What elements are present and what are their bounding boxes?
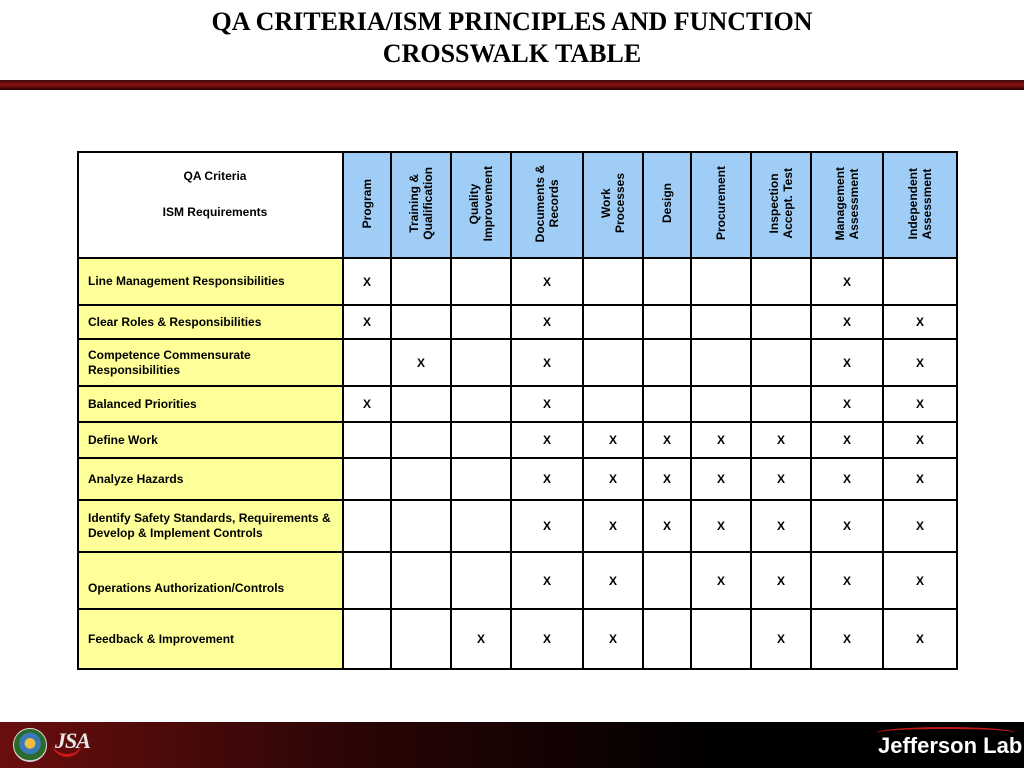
title-line-2: CROSSWALK TABLE (382, 39, 642, 68)
matrix-cell: X (643, 500, 691, 552)
matrix-cell: X (691, 422, 751, 458)
matrix-cell (451, 458, 511, 500)
column-header-label: Work Processes (599, 173, 627, 234)
matrix-cell: X (751, 422, 811, 458)
matrix-cell: X (811, 500, 883, 552)
matrix-cell: X (751, 609, 811, 669)
column-header-label: Independent Assessment (906, 167, 934, 240)
matrix-cell: X (691, 552, 751, 609)
column-header-label: Program (360, 178, 374, 229)
matrix-cell: X (883, 422, 957, 458)
qa-criteria-label: QA Criteria (183, 169, 247, 183)
matrix-cell (883, 258, 957, 305)
matrix-cell: X (883, 609, 957, 669)
matrix-cell (643, 258, 691, 305)
matrix-cell: X (343, 258, 391, 305)
matrix-cell (691, 339, 751, 386)
matrix-cell (691, 305, 751, 339)
table-row (78, 552, 957, 609)
matrix-cell (391, 552, 451, 609)
matrix-cell (391, 386, 451, 422)
column-header-label: Procurement (714, 166, 728, 241)
crosswalk-table (77, 151, 958, 670)
matrix-cell: X (451, 609, 511, 669)
table-row (78, 386, 957, 422)
column-header-label: Design (660, 183, 674, 224)
matrix-cell (343, 422, 391, 458)
column-header (511, 152, 583, 258)
matrix-cell (451, 305, 511, 339)
matrix-cell (751, 258, 811, 305)
row-label: Line Management Responsibilities (78, 258, 343, 305)
matrix-cell (343, 339, 391, 386)
row-label: Balanced Priorities (78, 386, 343, 422)
column-header-label: Management Assessment (833, 166, 861, 241)
title-divider (0, 80, 1024, 90)
matrix-cell (343, 500, 391, 552)
row-label: Competence Commensurate Responsibilities (78, 339, 343, 386)
matrix-cell (583, 339, 643, 386)
corner-cell (78, 152, 343, 258)
matrix-cell (451, 500, 511, 552)
matrix-cell: X (511, 339, 583, 386)
matrix-cell: X (883, 458, 957, 500)
matrix-cell (583, 305, 643, 339)
matrix-cell: X (811, 386, 883, 422)
table-row (78, 339, 957, 386)
row-label: Clear Roles & Responsibilities (78, 305, 343, 339)
column-header (643, 152, 691, 258)
matrix-cell: X (883, 500, 957, 552)
matrix-cell (343, 552, 391, 609)
row-label: Feedback & Improvement (78, 609, 343, 669)
matrix-cell: X (751, 500, 811, 552)
matrix-cell (343, 609, 391, 669)
matrix-cell (451, 258, 511, 305)
table-row (78, 458, 957, 500)
column-header (451, 152, 511, 258)
matrix-cell (643, 339, 691, 386)
matrix-cell (451, 422, 511, 458)
matrix-cell: X (811, 552, 883, 609)
column-header-label: Training & Qualification (407, 167, 435, 240)
matrix-cell (391, 305, 451, 339)
matrix-cell (391, 422, 451, 458)
matrix-cell (391, 500, 451, 552)
table-row (78, 305, 957, 339)
column-header (583, 152, 643, 258)
matrix-cell (583, 258, 643, 305)
footer-bar (0, 722, 1024, 768)
matrix-cell: X (511, 386, 583, 422)
matrix-cell: X (883, 339, 957, 386)
matrix-cell: X (583, 500, 643, 552)
matrix-cell (643, 386, 691, 422)
matrix-cell (643, 305, 691, 339)
doe-seal-icon (13, 728, 47, 762)
matrix-cell: X (583, 422, 643, 458)
matrix-cell: X (811, 258, 883, 305)
matrix-cell: X (811, 458, 883, 500)
header-row (78, 152, 957, 258)
matrix-cell (391, 609, 451, 669)
matrix-cell: X (511, 458, 583, 500)
row-label: Identify Safety Standards, Requirements & Develop & Implement Controls (78, 500, 343, 552)
table-row (78, 609, 957, 669)
matrix-cell: X (583, 458, 643, 500)
matrix-cell: X (583, 609, 643, 669)
matrix-cell: X (751, 552, 811, 609)
matrix-cell: X (511, 422, 583, 458)
matrix-cell (691, 386, 751, 422)
matrix-cell (451, 552, 511, 609)
matrix-cell: X (883, 305, 957, 339)
matrix-cell: X (343, 386, 391, 422)
column-header-label: Documents & Records (533, 164, 561, 243)
matrix-cell (643, 609, 691, 669)
matrix-cell (343, 458, 391, 500)
column-header (883, 152, 957, 258)
column-header (391, 152, 451, 258)
column-header (811, 152, 883, 258)
jsa-logo: JSA (55, 728, 90, 753)
matrix-cell: X (391, 339, 451, 386)
matrix-cell: X (511, 552, 583, 609)
matrix-cell: X (751, 458, 811, 500)
row-label: Analyze Hazards (78, 458, 343, 500)
matrix-cell: X (811, 305, 883, 339)
row-label: Define Work (78, 422, 343, 458)
slide-title (0, 6, 1024, 70)
matrix-cell: X (883, 552, 957, 609)
column-header-label: Quality Improvement (467, 165, 495, 242)
matrix-cell: X (811, 339, 883, 386)
matrix-cell: X (583, 552, 643, 609)
row-label: Operations Authorization/Controls (78, 552, 343, 609)
title-line-1: QA CRITERIA/ISM PRINCIPLES AND FUNCTION (211, 7, 813, 36)
jefferson-lab-logo: Jefferson Lab (878, 733, 1023, 758)
matrix-cell (451, 339, 511, 386)
matrix-cell: X (343, 305, 391, 339)
matrix-cell (643, 552, 691, 609)
matrix-cell (391, 458, 451, 500)
matrix-cell (751, 386, 811, 422)
matrix-cell (451, 386, 511, 422)
matrix-cell: X (691, 500, 751, 552)
matrix-cell: X (883, 386, 957, 422)
matrix-cell (751, 305, 811, 339)
matrix-cell (691, 609, 751, 669)
matrix-cell: X (511, 305, 583, 339)
column-header (751, 152, 811, 258)
column-header (343, 152, 391, 258)
matrix-cell: X (511, 609, 583, 669)
matrix-cell: X (511, 500, 583, 552)
matrix-cell: X (511, 258, 583, 305)
matrix-cell (583, 386, 643, 422)
matrix-cell (751, 339, 811, 386)
table-row (78, 422, 957, 458)
column-header (691, 152, 751, 258)
matrix-cell: X (811, 609, 883, 669)
matrix-cell (391, 258, 451, 305)
column-header-label: Inspection Accept. Test (767, 168, 795, 239)
matrix-cell: X (643, 422, 691, 458)
matrix-cell: X (643, 458, 691, 500)
matrix-cell: X (811, 422, 883, 458)
table-row (78, 500, 957, 552)
matrix-cell: X (691, 458, 751, 500)
ism-requirements-label: ISM Requirements (162, 205, 268, 219)
table-row (78, 258, 957, 305)
matrix-cell (691, 258, 751, 305)
